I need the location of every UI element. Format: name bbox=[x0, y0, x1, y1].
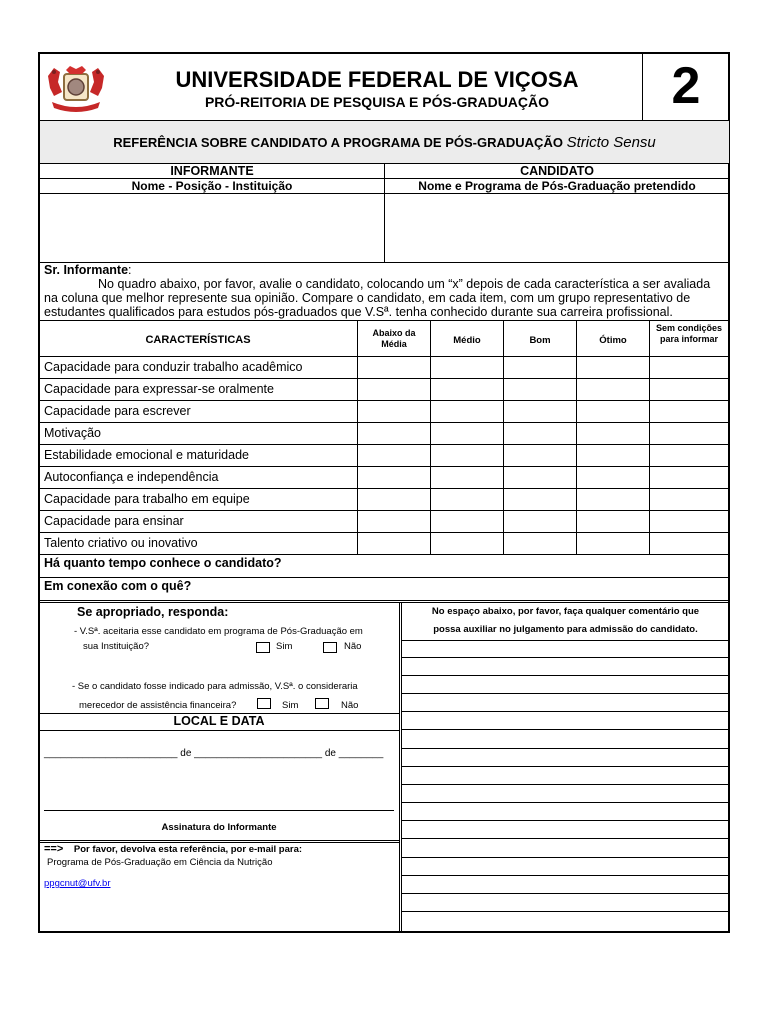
rating-cell[interactable] bbox=[577, 511, 649, 532]
return-email-link[interactable]: ppgcnut@ufv.br bbox=[44, 878, 111, 889]
comment-line[interactable] bbox=[402, 784, 729, 785]
accept-yes-label: Sim bbox=[276, 641, 293, 652]
comment-line[interactable] bbox=[402, 802, 729, 803]
form-title-main: REFERÊNCIA SOBRE CANDIDATO A PROGRAMA DE PÓS-GRADUAÇÃO bbox=[113, 135, 563, 150]
university-logo bbox=[44, 62, 108, 116]
rating-cell[interactable] bbox=[577, 445, 649, 466]
rating-cell[interactable] bbox=[650, 467, 728, 488]
criterion-label: Capacidade para escrever bbox=[44, 404, 191, 418]
rating-cell[interactable] bbox=[358, 423, 430, 444]
candidato-subheading: Nome e Programa de Pós-Graduação pretendido bbox=[418, 179, 696, 193]
return-instructions bbox=[44, 843, 302, 855]
rating-cell[interactable] bbox=[431, 357, 503, 378]
informante-subheading: Nome - Posição - Instituição bbox=[131, 179, 293, 193]
instructions-line-3: estudantes qualificados para estudos pós-graduados que V.Sª. tenha conhecido durante sua carreira profissional. bbox=[44, 305, 673, 319]
rating-cell[interactable] bbox=[431, 489, 503, 510]
rating-cell[interactable] bbox=[650, 423, 728, 444]
day-month-blank: _______________________ bbox=[194, 748, 323, 759]
arrow-glyph: ==> bbox=[44, 843, 64, 855]
informante-heading: INFORMANTE bbox=[170, 164, 254, 178]
appropriate-q2-line1: - Se o candidato fosse indicado para admissão, V.Sª. o consideraria bbox=[72, 681, 358, 692]
instructions-line-1: No quadro abaixo, por favor, avalie o candidato, colocando um “x” depois de cada característica a ser avaliada bbox=[98, 277, 711, 291]
rating-cell[interactable] bbox=[504, 445, 576, 466]
year-blank: ________ bbox=[338, 748, 384, 759]
rating-cell[interactable] bbox=[577, 467, 649, 488]
comments-instruction-2: possa auxiliar no julgamento para admissão do candidato. bbox=[433, 624, 698, 635]
rating-cell[interactable] bbox=[577, 489, 649, 510]
return-program: Programa de Pós-Graduação em Ciência da Nutrição bbox=[47, 857, 273, 868]
rating-cell[interactable] bbox=[504, 423, 576, 444]
comments-instruction-1: No espaço abaixo, por favor, faça qualquer comentário que bbox=[431, 606, 700, 617]
comment-line[interactable] bbox=[402, 657, 729, 658]
rating-cell[interactable] bbox=[504, 467, 576, 488]
rating-cell[interactable] bbox=[358, 379, 430, 400]
rating-cell[interactable] bbox=[358, 467, 430, 488]
comment-line[interactable] bbox=[402, 693, 729, 694]
accept-no-checkbox[interactable] bbox=[323, 642, 337, 653]
comment-line[interactable] bbox=[402, 911, 729, 912]
comment-line[interactable] bbox=[402, 711, 729, 712]
column-header-average: Médio bbox=[453, 335, 481, 346]
rating-cell[interactable] bbox=[358, 533, 430, 554]
criterion-label: Talento criativo ou inovativo bbox=[44, 536, 198, 550]
comment-line[interactable] bbox=[402, 875, 729, 876]
rating-cell[interactable] bbox=[504, 489, 576, 510]
return-text: Por favor, devolva esta referência, por e-mail para: bbox=[73, 844, 303, 855]
appropriate-box bbox=[41, 603, 400, 713]
rating-cell[interactable] bbox=[504, 533, 576, 554]
candidato-input-area[interactable] bbox=[385, 194, 728, 261]
comment-line[interactable] bbox=[402, 640, 729, 641]
salutation-colon: : bbox=[128, 263, 132, 277]
criterion-label: Estabilidade emocional e maturidade bbox=[44, 448, 249, 462]
comment-line[interactable] bbox=[402, 893, 729, 894]
form-title bbox=[40, 134, 729, 151]
column-header-below-average: Abaixo da Média bbox=[372, 328, 416, 349]
rating-cell[interactable] bbox=[650, 511, 728, 532]
rating-cell[interactable] bbox=[577, 357, 649, 378]
column-header-excellent: Ótimo bbox=[599, 335, 627, 346]
form-number: 2 bbox=[671, 57, 701, 115]
comment-line[interactable] bbox=[402, 748, 729, 749]
de-label-1: de bbox=[180, 748, 192, 759]
column-header-good: Bom bbox=[529, 335, 551, 346]
comment-line[interactable] bbox=[402, 857, 729, 858]
local-data-heading: LOCAL E DATA bbox=[173, 714, 265, 728]
comment-line[interactable] bbox=[402, 820, 729, 821]
financial-no-checkbox[interactable] bbox=[315, 698, 329, 709]
rating-cell[interactable] bbox=[358, 357, 430, 378]
question-how-long: Há quanto tempo conhece o candidato? bbox=[44, 556, 282, 570]
criterion-label: Capacidade para conduzir trabalho acadêmico bbox=[44, 360, 303, 374]
appropriate-heading: Se apropriado, responda: bbox=[77, 605, 229, 619]
rating-cell[interactable] bbox=[504, 511, 576, 532]
criterion-label: Autoconfiança e independência bbox=[44, 470, 219, 484]
financial-yes-label: Sim bbox=[282, 700, 299, 711]
accept-no-label: Não bbox=[344, 641, 362, 652]
rating-cell[interactable] bbox=[431, 511, 503, 532]
rating-cell[interactable] bbox=[650, 445, 728, 466]
rating-cell[interactable] bbox=[504, 379, 576, 400]
university-name: UNIVERSIDADE FEDERAL DE VIÇOSA bbox=[175, 67, 579, 92]
signature-label: Assinatura do Informante bbox=[161, 822, 277, 833]
financial-yes-checkbox[interactable] bbox=[257, 698, 271, 709]
place-blank: ________________________ bbox=[44, 748, 178, 759]
signature-line[interactable] bbox=[44, 810, 394, 811]
form-title-italic: Stricto Sensu bbox=[566, 134, 656, 151]
rating-cell[interactable] bbox=[358, 445, 430, 466]
rating-cell[interactable] bbox=[577, 423, 649, 444]
rating-cell[interactable] bbox=[431, 379, 503, 400]
salutation-text: Sr. Informante bbox=[44, 263, 129, 277]
criterion-label: Motivação bbox=[44, 426, 101, 440]
coat-of-arms-icon bbox=[44, 62, 108, 116]
question-connection: Em conexão com o quê? bbox=[44, 579, 192, 593]
column-header-no-conditions: Sem condições para informar bbox=[655, 323, 723, 344]
rating-cell[interactable] bbox=[431, 533, 503, 554]
comment-line[interactable] bbox=[402, 729, 729, 730]
rating-cell[interactable] bbox=[650, 379, 728, 400]
department-name: PRÓ-REITORIA DE PESQUISA E PÓS-GRADUAÇÃO bbox=[204, 94, 550, 110]
rating-cell[interactable] bbox=[358, 401, 430, 422]
instructions-salutation bbox=[44, 263, 132, 277]
rating-cell[interactable] bbox=[431, 445, 503, 466]
rating-cell[interactable] bbox=[650, 533, 728, 554]
rating-cell[interactable] bbox=[577, 401, 649, 422]
comment-line[interactable] bbox=[402, 838, 729, 839]
candidato-heading: CANDIDATO bbox=[520, 164, 594, 178]
rating-cell[interactable] bbox=[577, 533, 649, 554]
criterion-label: Capacidade para ensinar bbox=[44, 514, 184, 528]
criterion-label: Capacidade para trabalho em equipe bbox=[44, 492, 250, 506]
informante-input-area[interactable] bbox=[40, 194, 383, 261]
criterion-label: Capacidade para expressar-se oralmente bbox=[44, 382, 274, 396]
rating-cell[interactable] bbox=[650, 401, 728, 422]
financial-no-label: Não bbox=[341, 700, 359, 711]
rating-cell[interactable] bbox=[650, 489, 728, 510]
instructions-line-2: na coluna que melhor represente sua opinião. Compare o candidato, em cada item, com um grupo representativo de bbox=[44, 291, 691, 305]
appropriate-q2-line2: merecedor de assistência financeira? bbox=[79, 700, 237, 711]
local-date-line[interactable] bbox=[44, 748, 383, 759]
rating-cell[interactable] bbox=[577, 379, 649, 400]
accept-yes-checkbox[interactable] bbox=[256, 642, 270, 653]
rating-cell[interactable] bbox=[431, 423, 503, 444]
rating-cell[interactable] bbox=[431, 401, 503, 422]
comment-line[interactable] bbox=[402, 766, 729, 767]
characteristics-header: CARACTERÍSTICAS bbox=[145, 334, 251, 346]
rating-cell[interactable] bbox=[504, 357, 576, 378]
rating-cell[interactable] bbox=[358, 511, 430, 532]
appropriate-q1-line1: - V.Sª. aceitaria esse candidato em programa de Pós-Graduação em bbox=[74, 626, 363, 637]
de-label-2: de bbox=[324, 748, 336, 759]
rating-cell[interactable] bbox=[650, 357, 728, 378]
rating-cell[interactable] bbox=[358, 489, 430, 510]
rating-cell[interactable] bbox=[431, 467, 503, 488]
appropriate-q1-line2: sua Instituição? bbox=[83, 641, 150, 652]
comment-line[interactable] bbox=[402, 675, 729, 676]
rating-cell[interactable] bbox=[504, 401, 576, 422]
